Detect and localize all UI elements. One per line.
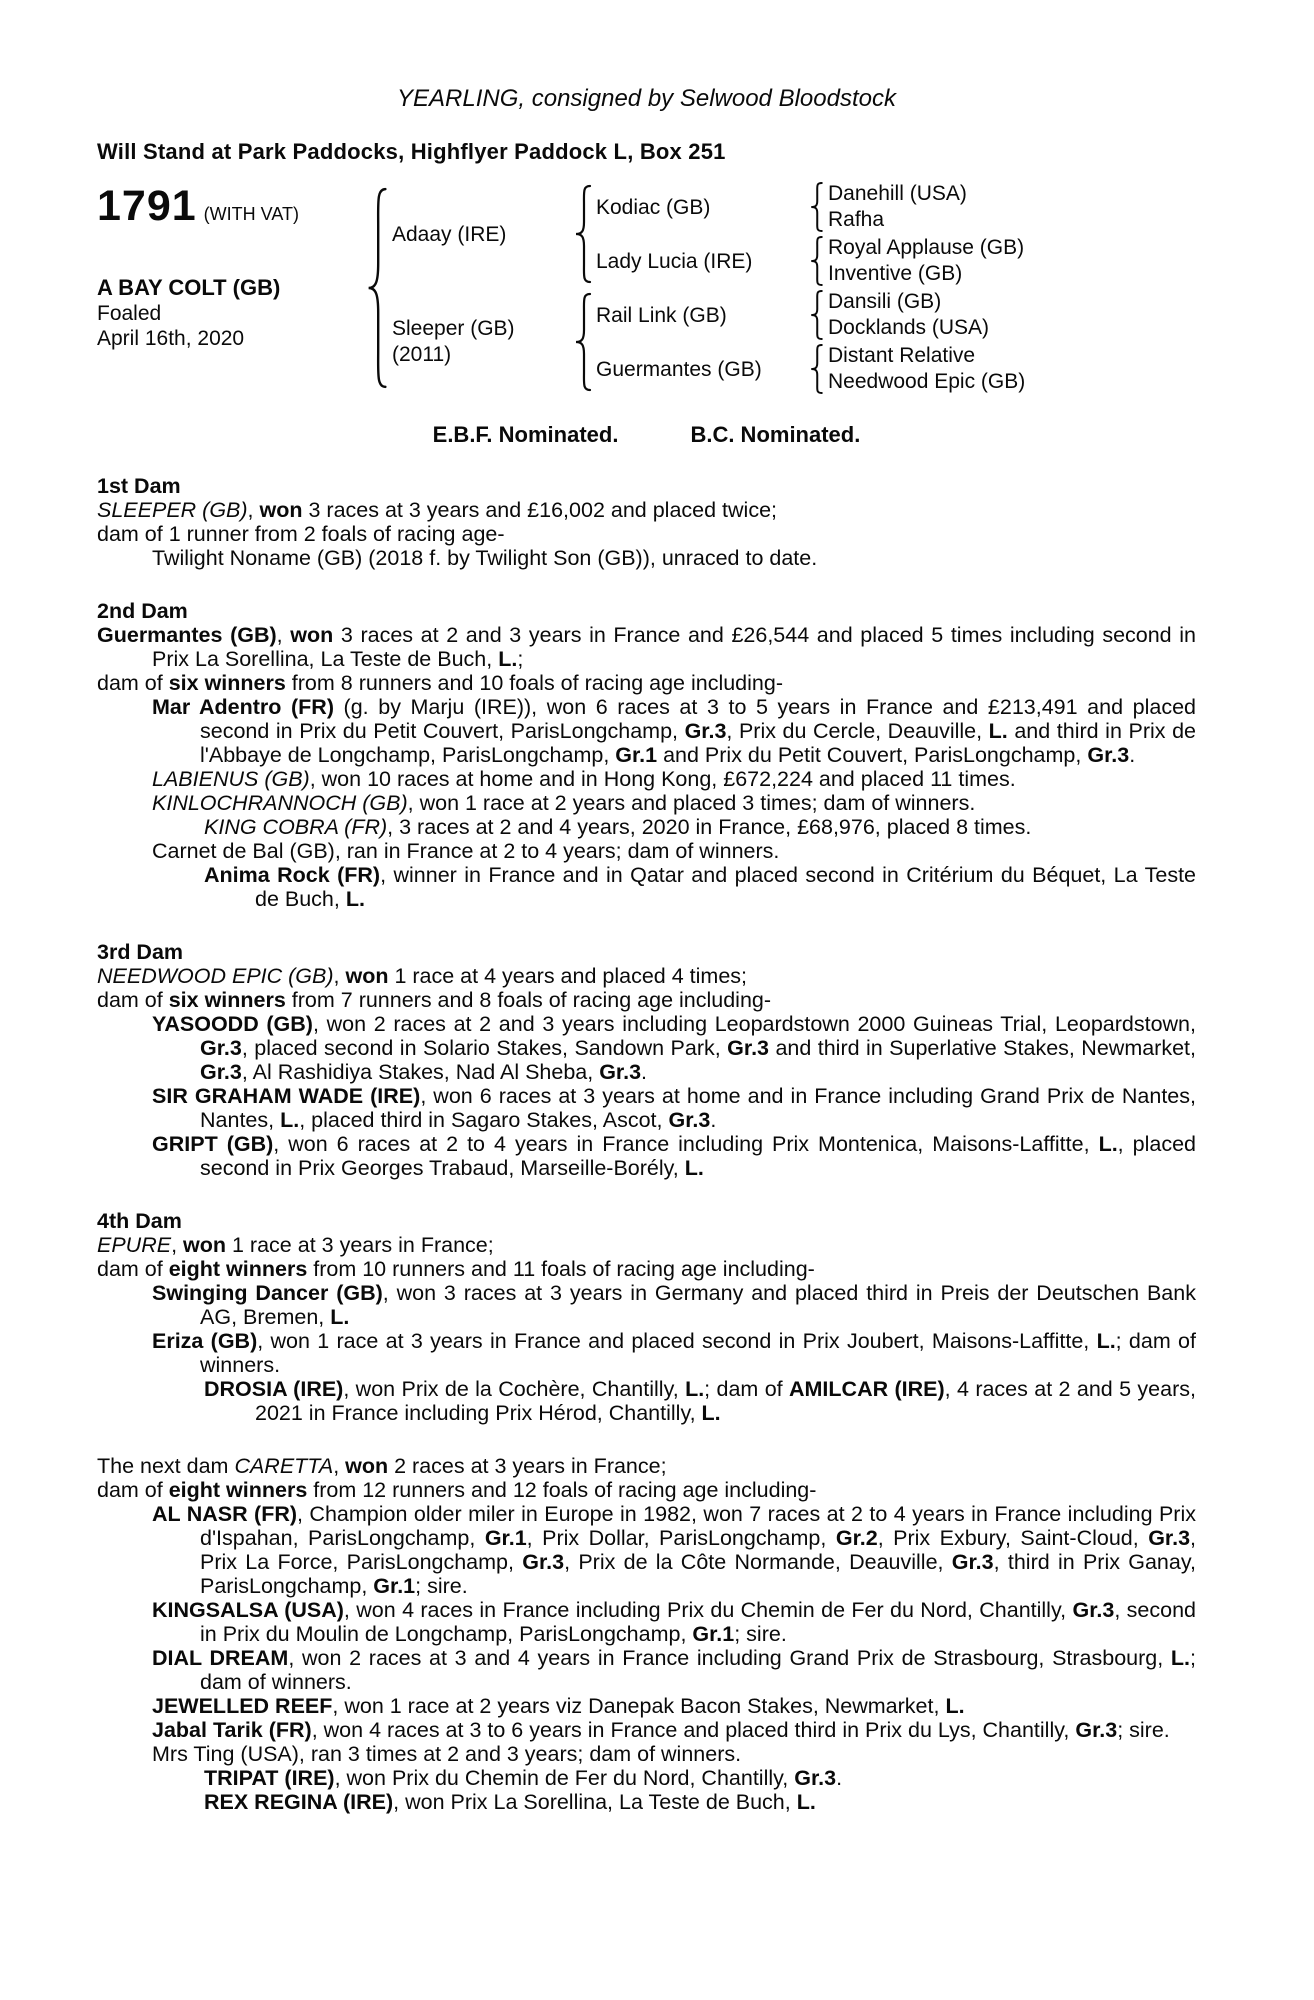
text-segment: Gr.1: [692, 1622, 735, 1646]
text-segment: and third in Prix de l'Abbaye de Longchamp, ParisLongchamp,: [200, 719, 1196, 767]
text-segment: won: [259, 498, 303, 522]
sire-name: Adaay (IRE): [392, 222, 507, 246]
text-segment: Gr.3: [200, 1060, 242, 1084]
text-segment: ,: [333, 964, 346, 988]
text-segment: , winner in France and in Qatar and placed second in Critérium du Béquet, La Teste de Buch,: [255, 863, 1196, 911]
text-segment: , won 2 races at 2 and 3 years including Leopardstown 2000 Guineas Trial, Leopardstown,: [312, 1012, 1196, 1036]
text-segment: Gr.3: [684, 719, 727, 743]
text-segment: , placed second in Solario Stakes, Sandown Park,: [241, 1036, 728, 1060]
text-segment: Jabal Tarik (FR): [152, 1718, 312, 1742]
ancestor-name: Rafha: [828, 208, 885, 231]
text-segment: ; dam of winners.: [200, 1329, 1196, 1377]
text-segment: ; sire.: [415, 1574, 468, 1598]
text-segment: Gr.1: [484, 1526, 527, 1550]
pedigree-paragraph: [97, 964, 1196, 988]
brace-icon: [365, 185, 389, 391]
text-segment: L.: [330, 1305, 350, 1329]
text-segment: dam of 1 runner from 2 foals of racing age-: [97, 522, 505, 546]
dam-section: [97, 599, 1196, 911]
text-segment: ; dam of winners.: [200, 1646, 1197, 1694]
text-segment: JEWELLED REEF: [152, 1694, 333, 1718]
text-segment: (g. by Marju (IRE)), won 6 races at 3 to 5 years in France and £213,491 and placed second in Prix du Petit Couvert, ParisLongchamp,: [200, 695, 1196, 743]
pedigree-paragraph: [97, 623, 1196, 671]
text-segment: , second in Prix du Moulin de Longchamp, ParisLongchamp,: [200, 1598, 1196, 1646]
pedigree-paragraph: [97, 1012, 1196, 1084]
text-segment: eight winners: [168, 1257, 308, 1281]
pedigree-paragraph: [97, 1377, 1196, 1425]
horse-description: A BAY COLT (GB): [97, 275, 281, 300]
text-segment: , won 6 races at 2 to 4 years in France including Prix Montenica, Maisons-Laffitte,: [273, 1132, 1099, 1156]
text-segment: .: [1129, 743, 1136, 767]
pedigree-paragraph: [97, 671, 1196, 695]
dam-name-line: Sleeper (GB): [392, 317, 515, 340]
text-segment: dam of: [97, 671, 169, 695]
pedigree-paragraph: [97, 498, 1196, 522]
pedigree-paragraph: [97, 815, 1196, 839]
text-segment: L.: [1096, 1329, 1116, 1353]
pedigree-paragraph: [97, 1790, 1196, 1814]
text-segment: Gr.3: [794, 1766, 837, 1790]
text-segment: from 10 runners and 11 foals of racing age including-: [307, 1257, 815, 1281]
text-segment: Swinging Dancer (GB): [152, 1281, 383, 1305]
text-segment: , won Prix La Sorellina, La Teste de Buch,: [393, 1790, 797, 1814]
grandsire-name: Rail Link (GB): [596, 303, 727, 327]
text-segment: Guermantes (GB): [97, 623, 277, 647]
lot-number: 1791: [97, 182, 197, 230]
pedigree-paragraph: [97, 1766, 1196, 1790]
text-segment: .: [710, 1108, 717, 1132]
text-segment: ; sire.: [1117, 1718, 1170, 1742]
brace-icon: [573, 184, 593, 284]
text-segment: AL NASR (FR): [152, 1502, 298, 1526]
text-segment: Mrs Ting (USA), ran 3 times at 2 and 3 years; dam of winners.: [152, 1742, 742, 1766]
page-title: YEARLING, consigned by Selwood Bloodstock: [397, 85, 896, 112]
text-segment: Gr.1: [373, 1574, 416, 1598]
ancestor-name: Distant Relative: [828, 344, 976, 367]
text-segment: dam of: [97, 1257, 169, 1281]
text-segment: , won Prix de la Cochère, Chantilly,: [343, 1377, 686, 1401]
text-segment: KINGSALSA (USA): [152, 1598, 344, 1622]
text-segment: L.: [988, 719, 1008, 743]
text-segment: Gr.3: [1087, 743, 1130, 767]
text-segment: , won Prix du Chemin de Fer du Nord, Chantilly,: [334, 1766, 795, 1790]
pedigree-paragraph: [97, 1132, 1196, 1180]
brace-icon: [573, 292, 593, 392]
text-segment: DROSIA (IRE): [204, 1377, 344, 1401]
text-segment: Twilight Noname (GB) (2018 f. by Twilight Son (GB)), unraced to date.: [152, 546, 818, 570]
pedigree-paragraph: [97, 1281, 1196, 1329]
text-segment: L.: [280, 1108, 300, 1132]
dam-section: [97, 940, 1196, 1180]
text-segment: six winners: [168, 988, 286, 1012]
dam-name: [392, 316, 570, 368]
text-segment: dam of: [97, 988, 169, 1012]
text-segment: Gr.3: [200, 1036, 242, 1060]
pedigree-paragraph: [97, 1646, 1196, 1694]
text-segment: GRIPT (GB): [152, 1132, 274, 1156]
text-segment: , won 10 races at home and in Hong Kong, £672,224 and placed 11 times.: [309, 767, 1016, 791]
text-segment: L.: [498, 647, 518, 671]
pedigree-paragraph: [97, 863, 1196, 911]
pedigree-paragraph: [97, 767, 1196, 791]
text-segment: won: [345, 964, 389, 988]
text-segment: and third in Superlative Stakes, Newmarket,: [769, 1036, 1197, 1060]
text-segment: , third in Prix Ganay, ParisLongchamp,: [200, 1550, 1196, 1598]
text-segment: , Prix de la Côte Normande, Deauville,: [564, 1550, 952, 1574]
text-segment: Gr.3: [522, 1550, 565, 1574]
text-segment: , won 4 races at 3 to 6 years in France and placed third in Prix du Lys, Chantilly,: [311, 1718, 1076, 1742]
text-segment: ,: [276, 623, 291, 647]
great-grandparents-pair: [828, 235, 1196, 287]
text-segment: and Prix du Petit Couvert, ParisLongchamp,: [657, 743, 1088, 767]
text-segment: LABIENUS (GB): [152, 767, 310, 791]
text-segment: 3 races at 3 years and £16,002 and placed twice;: [302, 498, 778, 522]
ancestor-name: Royal Applause (GB): [828, 236, 1025, 259]
text-segment: , won 1 race at 2 years viz Danepak Bacon Stakes, Newmarket,: [332, 1694, 946, 1718]
brace-icon: [809, 344, 824, 394]
text-segment: SLEEPER (GB): [97, 498, 248, 522]
great-grandparents-pair: [828, 181, 1196, 233]
grandsire-name: Kodiac (GB): [596, 195, 711, 219]
text-segment: ;: [517, 647, 524, 671]
vat-note: (WITH VAT): [203, 204, 299, 224]
text-segment: L.: [1098, 1132, 1118, 1156]
text-segment: L.: [796, 1790, 816, 1814]
text-segment: from 7 runners and 8 foals of racing age including-: [285, 988, 772, 1012]
great-grandparents-pair: [828, 343, 1196, 395]
text-segment: SIR GRAHAM WADE (IRE): [152, 1084, 421, 1108]
lot-number-row: [97, 182, 362, 231]
text-segment: .: [836, 1766, 843, 1790]
text-segment: .: [641, 1060, 648, 1084]
pedigree-paragraph: [97, 1742, 1196, 1766]
text-segment: dam of: [97, 1478, 169, 1502]
granddam-name: Lady Lucia (IRE): [596, 249, 753, 273]
dam-heading: 3rd Dam: [97, 940, 184, 964]
text-segment: , won 3 races at 3 years in Germany and placed third in Preis der Deutschen Bank AG, Bremen,: [200, 1281, 1196, 1329]
text-segment: NEEDWOOD EPIC (GB): [97, 964, 334, 988]
text-segment: CARETTA: [234, 1454, 334, 1478]
text-segment: Carnet de Bal (GB), ran in France at 2 to 4 years; dam of winners.: [152, 839, 780, 863]
text-segment: L.: [685, 1377, 705, 1401]
text-segment: won: [345, 1454, 389, 1478]
dam-section: [97, 1209, 1196, 1425]
text-segment: ; dam of: [704, 1377, 789, 1401]
pedigree-paragraph: [97, 1598, 1196, 1646]
pedigree-paragraph: [97, 522, 1196, 546]
text-segment: Gr.3: [1075, 1718, 1118, 1742]
text-segment: , placed second in Prix Georges Trabaud, Marseille-Borély,: [200, 1132, 1196, 1180]
pedigree-paragraph: [97, 546, 1196, 570]
text-segment: Gr.2: [835, 1526, 878, 1550]
pedigree-tree: [362, 180, 1196, 396]
text-segment: L.: [345, 887, 365, 911]
text-segment: KINLOCHRANNOCH (GB): [152, 791, 408, 815]
text-segment: Eriza (GB): [152, 1329, 258, 1353]
text-segment: 3 races at 2 and 3 years in France and £26,544 and placed 5 times including second in Prix La Sorellina, La Teste de Buch,: [152, 623, 1196, 671]
dam-heading: 2nd Dam: [97, 599, 188, 623]
text-segment: Gr.3: [668, 1108, 711, 1132]
text-segment: L.: [945, 1694, 965, 1718]
text-segment: Gr.1: [615, 743, 658, 767]
text-segment: Gr.3: [599, 1060, 642, 1084]
pedigree-paragraph: [97, 1233, 1196, 1257]
text-segment: , Prix du Cercle, Deauville,: [726, 719, 989, 743]
text-segment: TRIPAT (IRE): [204, 1766, 335, 1790]
text-segment: , Prix Exbury, Saint-Cloud,: [877, 1526, 1149, 1550]
text-segment: ,: [247, 498, 260, 522]
text-segment: , 4 races at 2 and 5 years, 2021 in France including Prix Hérod, Chantilly,: [255, 1377, 1196, 1425]
great-grandparents-pair: [828, 289, 1196, 341]
text-segment: , Champion older miler in Europe in 1982, won 7 races at 2 to 4 years in France including Prix d'Ispahan, ParisLongchamp,: [200, 1502, 1196, 1550]
pedigree-paragraph: [97, 988, 1196, 1012]
ebf-nominated: E.B.F. Nominated.: [432, 422, 619, 447]
text-segment: , Al Rashidiya Stakes, Nad Al Sheba,: [241, 1060, 600, 1084]
ancestor-name: Docklands (USA): [828, 316, 990, 339]
pedigree-sections: [97, 474, 1196, 1814]
foaled-date: April 16th, 2020: [97, 327, 245, 350]
pedigree-paragraph: [97, 1329, 1196, 1377]
text-segment: ,: [333, 1454, 346, 1478]
pedigree-paragraph: [97, 791, 1196, 815]
brace-icon: [809, 182, 824, 232]
text-segment: from 12 runners and 12 foals of racing age including-: [307, 1478, 817, 1502]
text-segment: Gr.3: [951, 1550, 994, 1574]
text-segment: DIAL DREAM: [152, 1646, 289, 1670]
pedigree-paragraph: [97, 1478, 1196, 1502]
brace-icon: [809, 236, 824, 286]
dam-section: [97, 474, 1196, 570]
bc-nominated: B.C. Nominated.: [690, 422, 861, 447]
ancestor-name: Dansili (GB): [828, 290, 942, 313]
text-segment: , won 1 race at 3 years in France and placed second in Prix Joubert, Maisons-Laffitte,: [257, 1329, 1097, 1353]
text-segment: 1 race at 3 years in France;: [226, 1233, 494, 1257]
pedigree-paragraph: [97, 1718, 1196, 1742]
pedigree-paragraph: [97, 1454, 1196, 1478]
text-segment: eight winners: [168, 1478, 308, 1502]
text-segment: 2 races at 3 years in France;: [388, 1454, 667, 1478]
text-segment: EPURE: [97, 1233, 172, 1257]
text-segment: , won 1 race at 2 years and placed 3 times; dam of winners.: [407, 791, 976, 815]
ancestor-name: Danehill (USA): [828, 182, 967, 205]
brace-icon: [809, 290, 824, 340]
text-segment: The next dam: [97, 1454, 235, 1478]
text-segment: , won 6 races at 3 years at home and in France including Grand Prix de Nantes, Nantes,: [200, 1084, 1196, 1132]
text-segment: YASOODD (GB): [152, 1012, 313, 1036]
text-segment: , Prix La Force, ParisLongchamp,: [200, 1526, 1197, 1574]
text-segment: won: [290, 623, 334, 647]
dam-heading: 1st Dam: [97, 474, 181, 498]
text-segment: KING COBRA (FR): [204, 815, 388, 839]
text-segment: six winners: [168, 671, 286, 695]
text-segment: L.: [701, 1401, 721, 1425]
text-segment: , placed third in Sagaro Stakes, Ascot,: [299, 1108, 669, 1132]
nominations-line: [97, 422, 1196, 448]
text-segment: AMILCAR (IRE): [789, 1377, 945, 1401]
pedigree-paragraph: [97, 1694, 1196, 1718]
pedigree-block: [97, 180, 1196, 396]
text-segment: Gr.3: [727, 1036, 770, 1060]
text-segment: ; sire.: [734, 1622, 787, 1646]
text-segment: Gr.3: [1072, 1598, 1115, 1622]
dam-section: [97, 1454, 1196, 1814]
text-segment: won: [183, 1233, 227, 1257]
foaled-label: Foaled: [97, 302, 162, 325]
pedigree-paragraph: [97, 839, 1196, 863]
text-segment: ,: [171, 1233, 184, 1257]
lot-info: [97, 180, 362, 396]
dam-heading: 4th Dam: [97, 1209, 182, 1233]
text-segment: Mar Adentro (FR): [152, 695, 334, 719]
text-segment: , Prix Dollar, ParisLongchamp,: [526, 1526, 836, 1550]
text-segment: Anima Rock (FR): [204, 863, 381, 887]
pedigree-paragraph: [97, 1084, 1196, 1132]
text-segment: REX REGINA (IRE): [204, 1790, 394, 1814]
dam-year: (2011): [392, 343, 452, 366]
granddam-name: Guermantes (GB): [596, 357, 762, 381]
text-segment: , 3 races at 2 and 4 years, 2020 in France, £68,976, placed 8 times.: [387, 815, 1032, 839]
pedigree-paragraph: [97, 695, 1196, 767]
pedigree-paragraph: [97, 1502, 1196, 1598]
text-segment: L.: [1170, 1646, 1191, 1670]
pedigree-paragraph: [97, 1257, 1196, 1281]
text-segment: from 8 runners and 10 foals of racing age including-: [285, 671, 783, 695]
text-segment: Gr.3: [1148, 1526, 1191, 1550]
stand-location: Will Stand at Park Paddocks, Highflyer Paddock L, Box 251: [97, 139, 726, 164]
text-segment: L.: [684, 1156, 704, 1180]
text-segment: , won 4 races in France including Prix du Chemin de Fer du Nord, Chantilly,: [343, 1598, 1073, 1622]
ancestor-name: Inventive (GB): [828, 262, 963, 285]
text-segment: , won 2 races at 3 and 4 years in France including Grand Prix de Strasbourg, Strasbourg,: [288, 1646, 1171, 1670]
text-segment: 1 race at 4 years and placed 4 times;: [388, 964, 747, 988]
ancestor-name: Needwood Epic (GB): [828, 370, 1026, 393]
